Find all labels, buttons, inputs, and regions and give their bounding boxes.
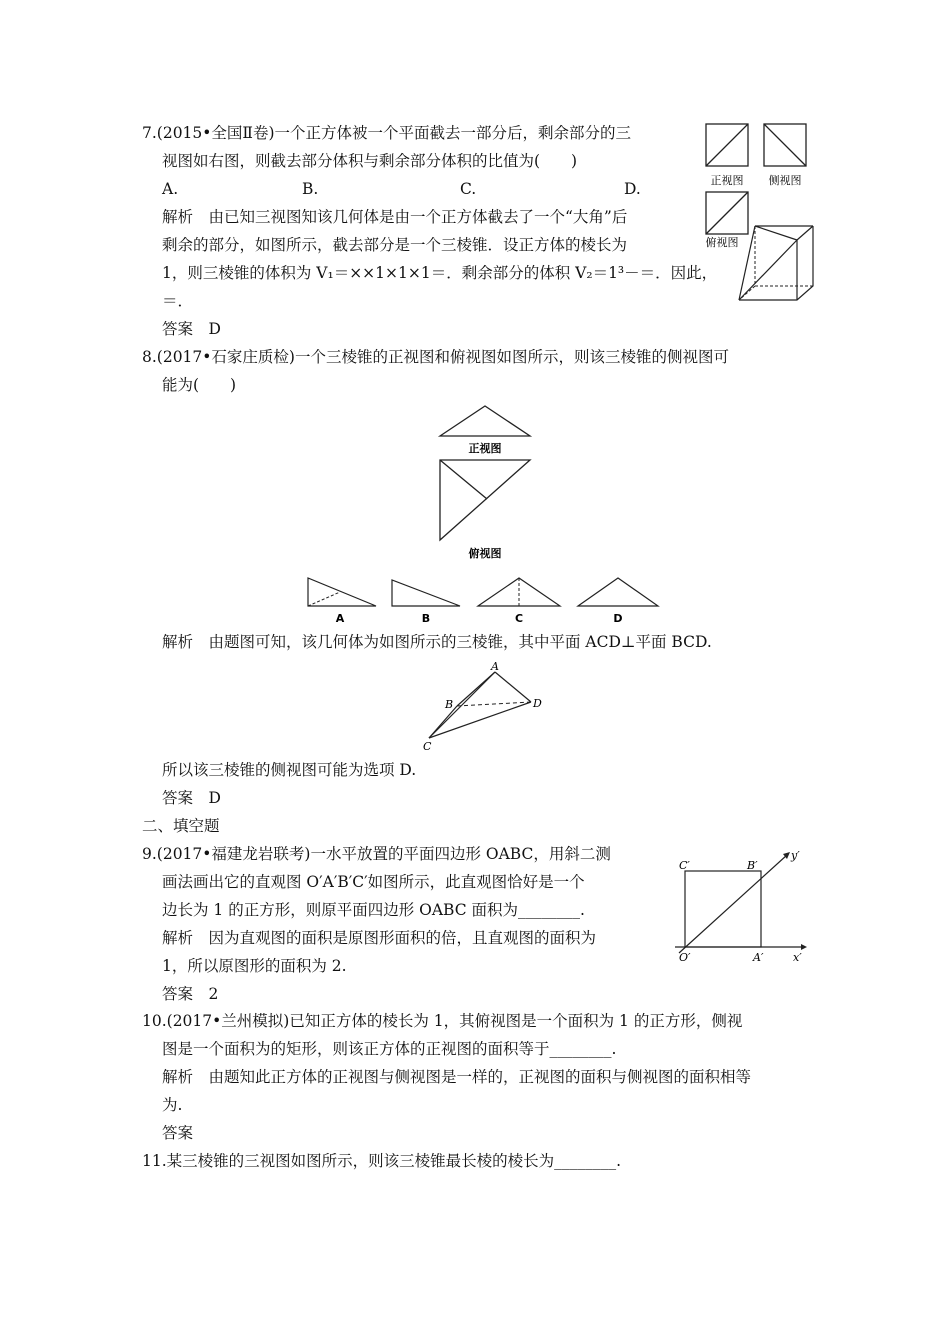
q8-option-b-label: B xyxy=(421,612,431,625)
q8-option-c-shape xyxy=(478,578,560,606)
q8-option-c-label: C xyxy=(514,612,524,625)
q11-stem-line1: 11.某三棱锥的三视图如图所示，则该三棱锥最长棱的棱长为________. xyxy=(142,1152,622,1170)
q9-label-o: O′ xyxy=(679,951,691,964)
q8-stem-line1: 8.(2017•石家庄质检)一个三棱锥的正视图和俯视图如图所示，则该三棱锥的侧视图可 xyxy=(142,348,729,366)
q7-side-view-diagonal xyxy=(764,124,806,166)
q9-y-axis xyxy=(679,855,787,953)
q8-options-figure xyxy=(300,572,670,628)
q10-analysis-line2: 为. xyxy=(162,1096,183,1114)
q7-side-view-caption: 侧视图 xyxy=(768,174,802,187)
q8-option-a-label: A xyxy=(335,612,345,625)
q7-analysis-line4: ＝． xyxy=(162,292,194,310)
q7-cut-edge xyxy=(739,226,755,300)
q7-cut-edge xyxy=(755,226,797,240)
q8-pyramid-edge-ac xyxy=(429,672,495,738)
q9-x-arrow xyxy=(801,944,807,950)
q8-vertex-d: D xyxy=(533,697,542,710)
q9-label-x: x′ xyxy=(793,951,802,964)
q7-front-view-caption: 正视图 xyxy=(710,174,744,187)
q8-analysis-line2: 所以该三棱锥的侧视图可能为选项 D. xyxy=(162,761,417,779)
q10-answer: 答案 xyxy=(162,1124,194,1142)
q8-stem-line2: 能为( ) xyxy=(162,376,237,394)
q10-analysis-line1: 解析 由题知此正方体的正视图与侧视图是一样的，正视图的面积与侧视图的面积相等 xyxy=(162,1068,752,1086)
q9-label-y: y′ xyxy=(791,849,800,862)
q8-answer: 答案 D xyxy=(162,789,221,807)
q8-option-d-label: D xyxy=(613,612,623,625)
q9-stem-line1: 9.(2017•福建龙岩联考)一水平放置的平面四边形 OABC，用斜二测 xyxy=(142,845,611,863)
q8-front-view-caption: 正视图 xyxy=(468,442,502,455)
q7-cube-edge xyxy=(797,226,813,240)
q8-top-view-caption: 俯视图 xyxy=(468,547,502,560)
q8-vertex-b: B xyxy=(445,698,454,711)
q7-analysis-line2: 剩余的部分，如图所示，截去部分是一个三棱锥．设正方体的棱长为 xyxy=(162,236,628,254)
q9-answer: 答案 2 xyxy=(162,985,219,1003)
q7-top-view-caption: 俯视图 xyxy=(705,236,739,249)
q9-oblique-figure xyxy=(665,845,810,967)
q8-option-a-dashed xyxy=(308,592,340,606)
q9-label-a: A′ xyxy=(753,951,764,964)
q8-vertex-c: C xyxy=(423,740,432,753)
q7-front-view-diagonal xyxy=(706,124,748,166)
q9-label-c: C′ xyxy=(679,859,690,872)
q9-analysis-line1: 解析 因为直观图的面积是原图形面积的倍，且直观图的面积为 xyxy=(162,929,597,947)
q10-stem-line2: 图是一个面积为的矩形，则该正方体的正视图的面积等于________. xyxy=(162,1040,617,1058)
q7-cube-figure xyxy=(735,220,815,304)
q7-option-d: D. xyxy=(624,180,641,198)
q7-option-a: A. xyxy=(162,180,179,198)
q7-cut-edge xyxy=(739,240,797,300)
q10-stem-line1: 10.(2017•兰州模拟)已知正方体的棱长为 1，其俯视图是一个面积为 1 的正方形，侧视 xyxy=(142,1012,743,1030)
q8-front-view-triangle xyxy=(440,406,530,436)
q8-option-b-shape xyxy=(392,580,460,606)
q7-option-b: B. xyxy=(302,180,319,198)
q9-label-b: B′ xyxy=(747,859,758,872)
q7-stem-line2: 视图如右图，则截去部分体积与剩余部分体积的比值为( ) xyxy=(162,152,578,170)
q7-option-c: C. xyxy=(460,180,477,198)
q9-square xyxy=(685,871,761,947)
q8-option-d-shape xyxy=(578,578,658,606)
q9-analysis-line2: 1，所以原图形的面积为 2. xyxy=(162,957,347,975)
q8-vertex-a: A xyxy=(491,660,499,673)
q9-stem-line3: 边长为 1 的正方形，则原平面四边形 OABC 面积为________. xyxy=(162,901,585,919)
q7-analysis-line3: 1，则三棱锥的体积为 V₁＝××1×1×1＝．剩余部分的体积 V₂＝1³－＝．因此， xyxy=(162,264,718,282)
q8-top-view-inner-line xyxy=(440,460,487,499)
q7-answer: 答案 D xyxy=(162,320,221,338)
q8-views-figure xyxy=(430,400,540,565)
q7-stem-line1: 7.(2015•全国Ⅱ卷)一个正方体被一个平面截去一部分后，剩余部分的三 xyxy=(142,124,632,142)
q7-analysis-line1: 解析 由已知三视图知该几何体是由一个正方体截去了一个“大角”后 xyxy=(162,208,628,226)
q8-pyramid-edge-ad xyxy=(495,672,531,702)
q8-analysis-line1: 解析 由题图可知，该几何体为如图所示的三棱锥，其中平面 ACD⊥平面 BCD. xyxy=(162,633,712,651)
q9-stem-line2: 画法画出它的直观图 O′A′B′C′如图所示，此直观图恰好是一个 xyxy=(162,873,585,891)
q8-pyramid-figure xyxy=(415,658,555,754)
section-title-fill-in: 二、填空题 xyxy=(142,817,220,835)
